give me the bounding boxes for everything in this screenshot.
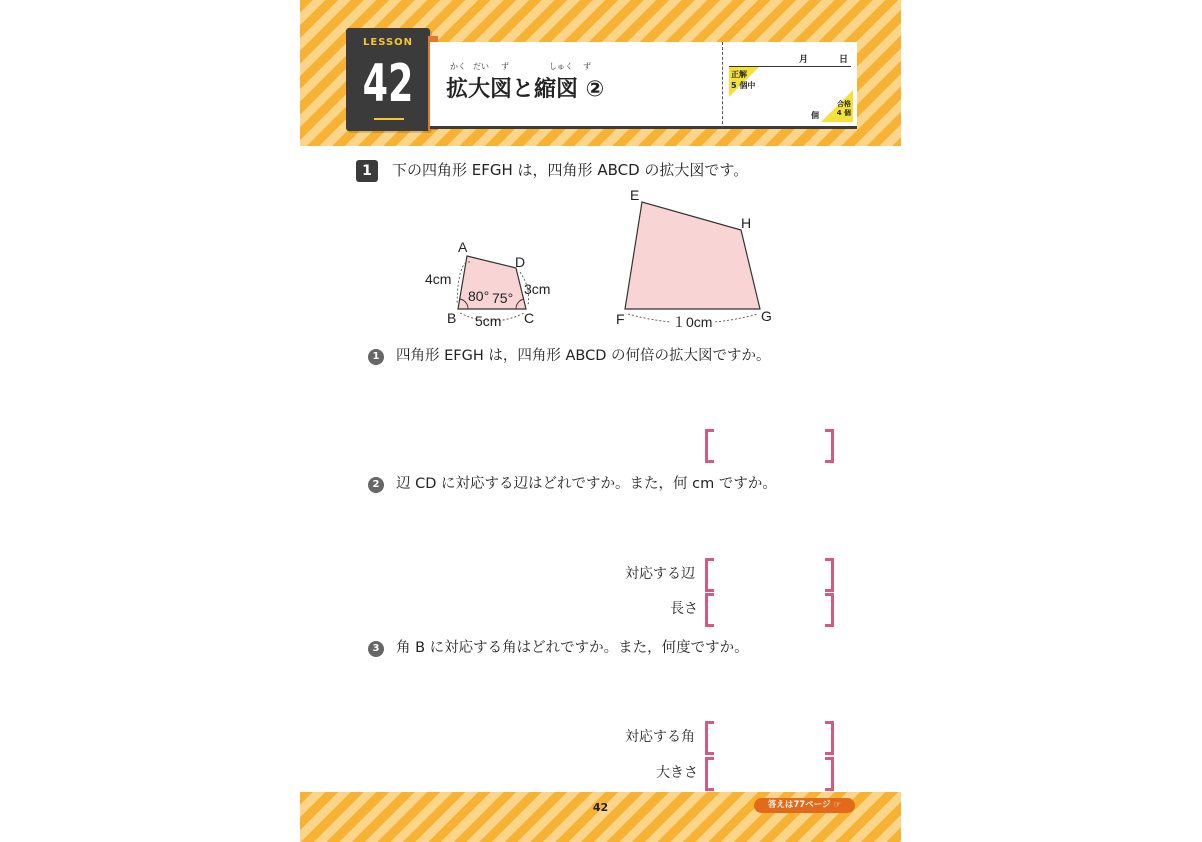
answer-box-2-length[interactable] (705, 593, 834, 623)
subquestion-3-mark: 3 (368, 641, 384, 657)
score-month: 月 (799, 55, 809, 65)
vertex-h: H (741, 215, 752, 231)
answer-box-1[interactable] (705, 429, 834, 459)
label-fg-length: １0cm (672, 314, 713, 330)
ruby-2: だい (473, 62, 489, 71)
worksheet-page (300, 0, 901, 842)
answer-label-length: 長さ (670, 601, 698, 617)
label-cd-length: 3cm (524, 281, 551, 297)
ruby-5: ず (583, 62, 591, 71)
subquestion-2-mark: 2 (368, 477, 384, 493)
bracket-left (705, 558, 714, 592)
subquestion-3 (368, 636, 749, 657)
subquestion-1-mark: 1 (368, 349, 384, 365)
vertex-a: A (458, 239, 468, 255)
label-angle-b: 80° (468, 288, 490, 304)
page-number: 42 (592, 801, 609, 814)
label-bc-length: 5cm (475, 313, 502, 329)
answer-label-side: 対応する辺 (625, 566, 695, 582)
label-angle-c: 75° (492, 290, 514, 306)
question-heading (356, 159, 748, 182)
score-day: 日 (839, 55, 849, 65)
bracket-right (825, 593, 834, 627)
vertex-e: E (630, 187, 640, 203)
question-text: 下の四角形 EFGH は，四角形 ABCD の拡大図です。 (392, 161, 749, 179)
vertex-c: C (524, 310, 535, 326)
subquestion-1 (368, 344, 770, 365)
correct-title: 正解 (731, 70, 747, 79)
bracket-left (705, 757, 714, 791)
ruby-4: しゅく (549, 62, 573, 71)
answer-reference-link[interactable]: 答えは77ページ ☞ (754, 798, 855, 813)
quadrilateral-figure (420, 180, 780, 332)
score-unit: 個 (811, 111, 819, 120)
answer-box-2-side[interactable] (705, 558, 834, 588)
subquestion-2 (368, 472, 777, 493)
vertex-f: F (616, 311, 625, 327)
pass-title: 合格 (837, 100, 851, 108)
subquestion-3-text: 角 B に対応する角はどれですか。また，何度ですか。 (396, 640, 749, 656)
vertex-b: B (447, 310, 457, 326)
lesson-number: 42 (362, 54, 414, 114)
score-box (722, 42, 857, 129)
bracket-right (825, 558, 834, 592)
answer-label-angle: 対応する角 (625, 729, 695, 745)
bracket-right (825, 757, 834, 791)
bracket-left (705, 429, 714, 463)
question-number: 1 (356, 160, 378, 182)
correct-label (731, 69, 755, 91)
bracket-left (705, 721, 714, 755)
answer-box-3-size[interactable] (705, 757, 834, 787)
ruby-1: かく (450, 62, 466, 71)
pass-sub: 4 個 (836, 109, 851, 117)
answer-box-3-angle[interactable] (705, 721, 834, 751)
subquestion-1-text: 四角形 EFGH は，四角形 ABCD の何倍の拡大図ですか。 (396, 348, 771, 364)
answer-label-size: 大きさ (656, 765, 698, 781)
lesson-underline (374, 118, 404, 120)
label-ab-length: 4cm (425, 271, 452, 287)
bracket-right (825, 721, 834, 755)
bracket-left (705, 593, 714, 627)
correct-sub: 5 個中 (731, 81, 756, 90)
ruby-3: ず (501, 62, 509, 71)
bracket-right (825, 429, 834, 463)
lesson-word: LESSON (362, 37, 414, 48)
lesson-tag (346, 28, 430, 131)
pass-label (837, 100, 851, 118)
subquestion-2-text: 辺 CD に対応する辺はどれですか。また，何 cm ですか。 (396, 476, 777, 492)
vertex-d: D (515, 254, 526, 270)
vertex-g: G (761, 308, 772, 324)
page-title: 拡大図と縮図 ② (446, 77, 605, 102)
title-box (430, 42, 722, 129)
large-quad-shape (625, 202, 760, 309)
